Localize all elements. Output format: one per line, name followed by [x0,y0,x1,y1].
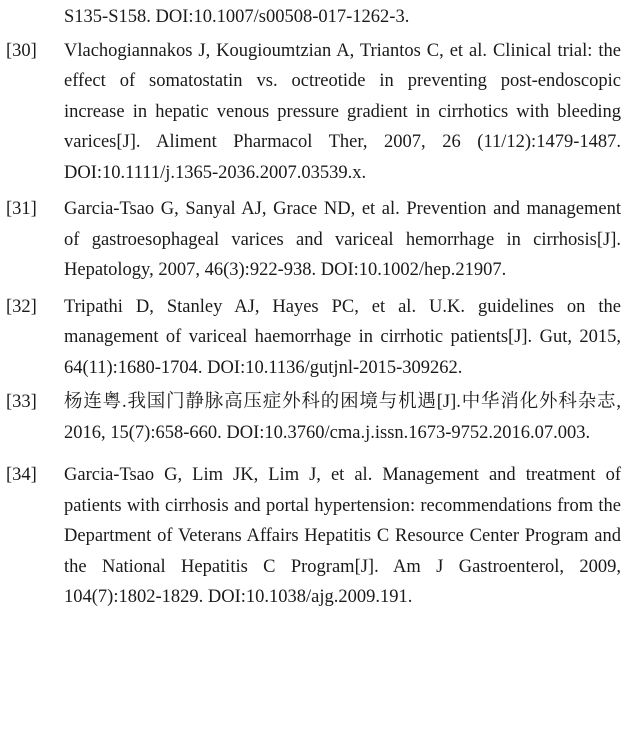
reference-number: [30] [6,40,37,61]
reference-item-29-continuation [6,2,621,33]
reference-text: Vlachogiannakos J, Kougioumtzian A, Triantos C, et al. Clinical trial: the effect of somatostatin vs. octreotide in preventing post-endoscopic increase in hepatic venous pressure gradient in cirrhotics with bleeding varices[J]. Aliment Pharmacol Ther, 2007, 26 (11/12):1479-1487. DOI:10.1111/j.1365-2036.2007.03539.x. [64,40,621,183]
reference-number: [32] [6,296,37,317]
reference-item-30 [6,36,621,189]
reference-text: 杨连粤.我国门静脉高压症外科的困境与机遇[J].中华消化外科杂志, 2016, 15(7):658-660. DOI:10.3760/cma.j.issn.1673-9752.2016.07.003. [64,392,621,443]
reference-number: [34] [6,465,37,485]
reference-text: Garcia-Tsao G, Lim JK, Lim J, et al. Management and treatment of patients with cirrhosis and portal hypertension: recommendations from the Department of Veterans Affairs Hepatitis C Resource Center Program and the National Hepatitis C Program[J]. Am J Gastroenterol, 2009, 104(7):1802-1829. DOI:10.1038/ajg.2009.191. [64,465,621,607]
reference-item-34 [6,460,621,613]
reference-item-33 [6,387,621,448]
reference-number: [31] [6,199,37,219]
reference-text: S135-S158. DOI:10.1007/s00508-017-1262-3. [64,7,410,27]
reference-item-31 [6,194,621,286]
reference-text: Garcia-Tsao G, Sanyal AJ, Grace ND, et al. Prevention and management of gastroesophageal varices and variceal hemorrhage in cirrhosis[J]. Hepatology, 2007, 46(3):922-938. DOI:10.1002/hep.21907. [64,199,621,280]
reference-item-32 [6,292,621,384]
reference-text: Tripathi D, Stanley AJ, Hayes PC, et al. U.K. guidelines on the management of variceal haemorrhage in cirrhotic patients[J]. Gut, 2015, 64(11):1680-1704. DOI:10.1136/gutjnl-2015-309262. [64,296,621,378]
reference-list [0,2,635,747]
reference-number: [33] [6,392,37,412]
